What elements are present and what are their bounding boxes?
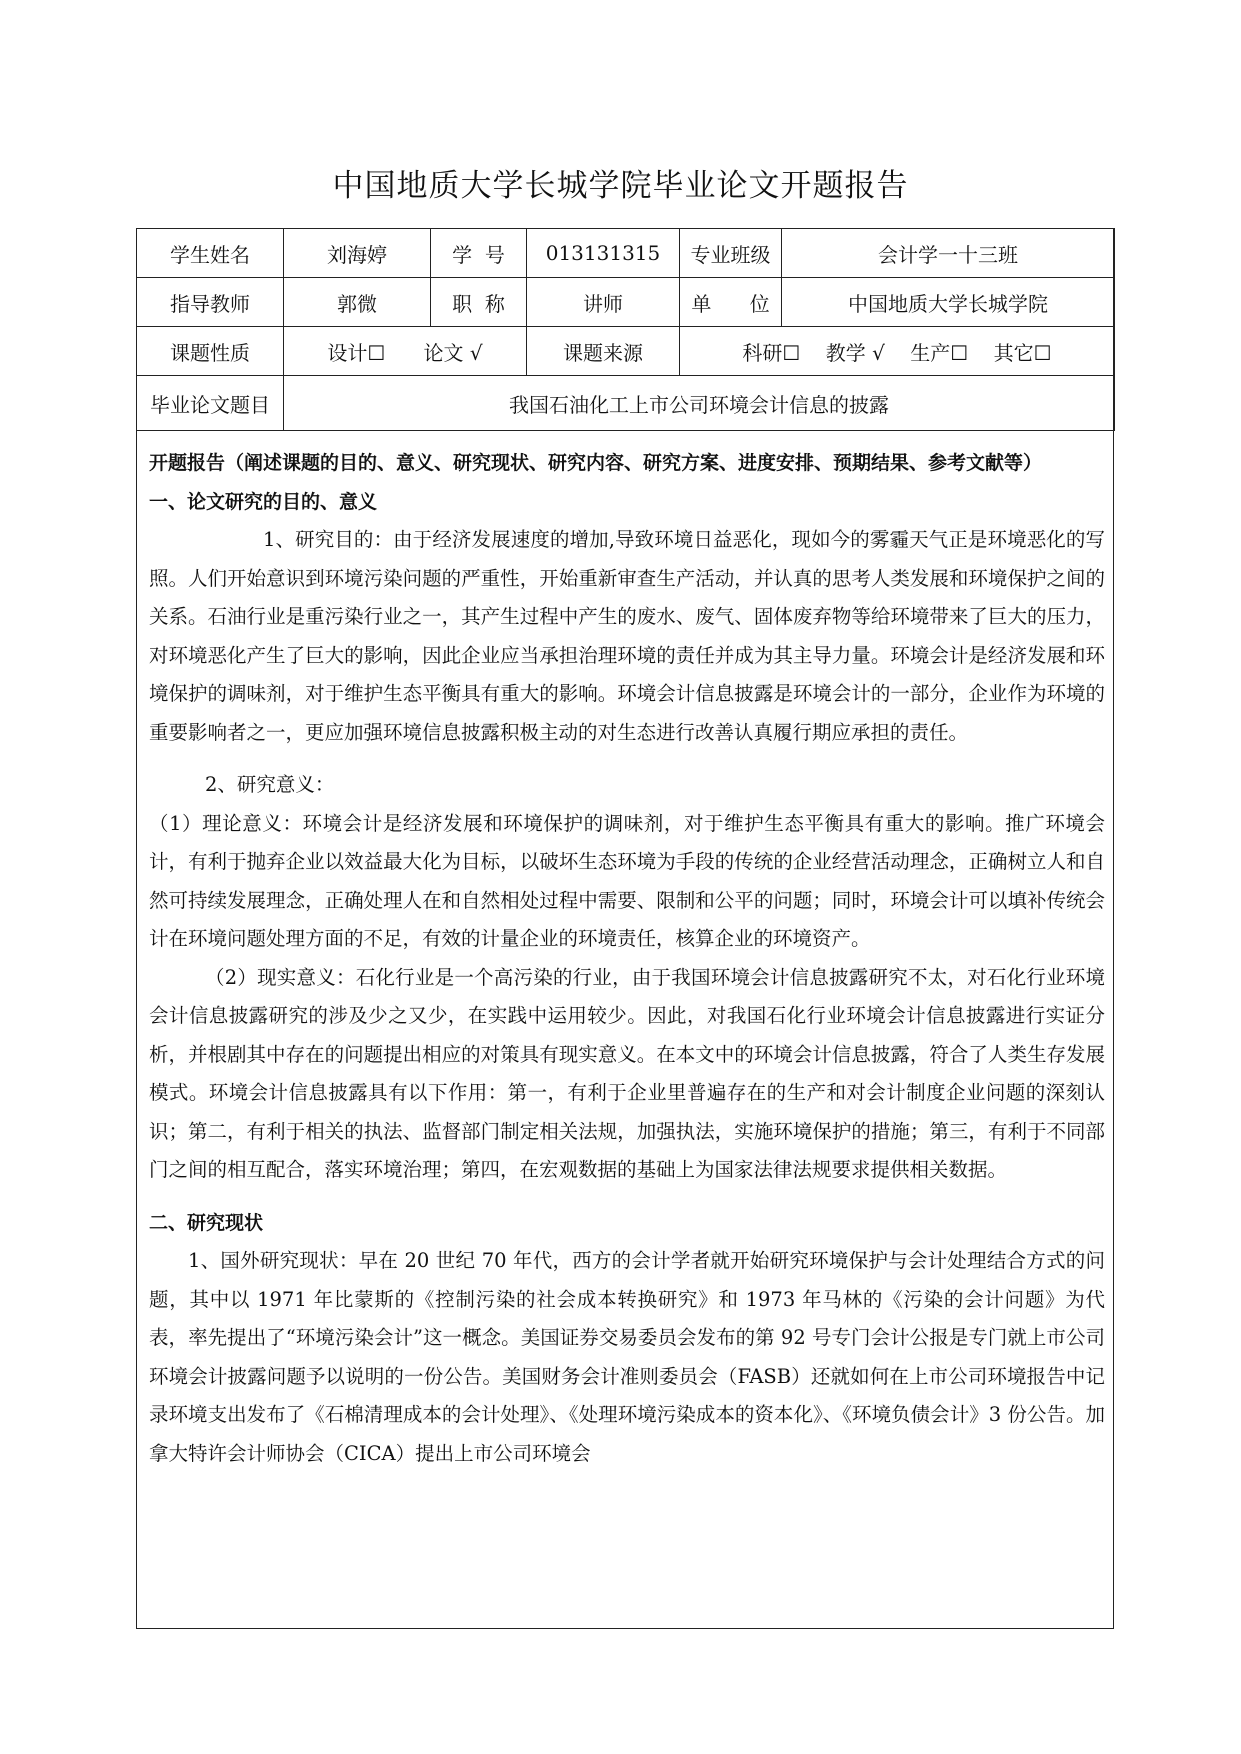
value-topic-source: 科研☐ 教学 √ 生产☐ 其它☐ bbox=[680, 327, 1115, 376]
value-student-name: 刘海婷 bbox=[284, 229, 431, 278]
document-title: 中国地质大学长城学院毕业论文开题报告 bbox=[332, 168, 909, 204]
value-thesis-topic: 我国石油化工上市公司环境会计信息的披露 bbox=[284, 376, 1115, 431]
report-heading: 开题报告（阐述课题的目的、意义、研究现状、研究内容、研究方案、进度安排、预期结果、参考文献等） bbox=[149, 452, 1043, 474]
value-unit: 中国地质大学长城学院 bbox=[782, 278, 1115, 327]
value-class: 会计学一十三班 bbox=[782, 229, 1115, 278]
paragraph: 2、研究意义： bbox=[205, 773, 335, 796]
label-class: 专业班级 bbox=[680, 229, 782, 278]
section-heading: 二、研究现状 bbox=[149, 1211, 264, 1234]
label-thesis-topic: 毕业论文题目 bbox=[137, 376, 284, 431]
section-heading: 一、论文研究的目的、意义 bbox=[149, 490, 378, 513]
table-row bbox=[137, 278, 1115, 327]
label-unit: 单 位 bbox=[680, 278, 782, 327]
value-student-id: 013131315 bbox=[527, 229, 680, 278]
label-student-name: 学生姓名 bbox=[137, 229, 284, 278]
table-row bbox=[137, 229, 1115, 278]
paragraph: 1、国外研究现状：早在 20 世纪 70 年代，西方的会计学者就开始研究环境保护与会计处理结合方式的问题，其中以 1971 年比蒙斯的《控制污染的社会成本转换研究》和 1973 年马林的《污染的会计问题》为代表，率先提出了“环境污染会计”这一概念。美国证券交易委员会发布的第 92 号专门会计公报是专门就上市公司环境会计披露问题予以说明的一份公告。美国财务会计准则委员会（FASB）还就如何在上市公司环境报告中记录环境支出发布了《石棉清理成本的会计处理》、《处理环境污染成本的资本化》、《环境负债会计》3 份公告。加拿大特许会计师协会（CICA）提出上市公司环境会 bbox=[149, 1249, 1105, 1465]
label-topic-source: 课题来源 bbox=[527, 327, 680, 376]
table-row bbox=[137, 376, 1115, 431]
label-topic-nature: 课题性质 bbox=[137, 327, 284, 376]
value-title: 讲师 bbox=[527, 278, 680, 327]
paragraph: 1、研究目的：由于经济发展速度的增加,导致环境日益恶化，现如今的雾霾天气正是环境恶化的写照。人们开始意识到环境污染问题的严重性，开始重新审查生产活动，并认真的思考人类发展和环境保护之间的关系。石油行业是重污染行业之一，其产生过程中产生的废水、废气、固体废弃物等给环境带来了巨大的压力，对环境恶化产生了巨大的影响，因此企业应当承担治理环境的责任并成为其主导力量。环境会计是经济发展和环境保护的调味剂，对于维护生态平衡具有重大的影响。环境会计信息披露是环境会计的一部分，企业作为环境的重要影响者之一，更应加强环境信息披露积极主动的对生态进行改善认真履行期应承担的责任。 bbox=[149, 528, 1105, 744]
paragraph: （1）理论意义：环境会计是经济发展和环境保护的调味剂，对于维护生态平衡具有重大的影响。推广环境会计，有利于抛弃企业以效益最大化为目标，以破坏生态环境为手段的传统的企业经营活动理念，正确树立人和自然可持续发展理念，正确处理人在和自然相处过程中需要、限制和公平的问题；同时，环境会计可以填补传统会计在环境问题处理方面的不足，有效的计量企业的环境责任，核算企业的环境资产。 bbox=[149, 811, 1105, 950]
paragraph: （2）现实意义：石化行业是一个高污染的行业，由于我国环境会计信息披露研究不太，对石化行业环境会计信息披露研究的涉及少之又少，在实践中运用较少。因此，对我国石化行业环境会计信息披露进行实证分析，并根剧其中存在的问题提出相应的对策具有现实意义。在本文中的环境会计信息披露，符合了人类生存发展模式。环境会计信息披露具有以下作用：第一，有利于企业里普遍存在的生产和对会计制度企业问题的深刻认识；第二，有利于相关的执法、监督部门制定相关法规，加强执法，实施环境保护的措施；第三，有利于不同部门之间的相互配合，落实环境治理；第四，在宏观数据的基础上为国家法律法规要求提供相关数据。 bbox=[149, 965, 1105, 1181]
report-body bbox=[149, 444, 1105, 1473]
value-topic-nature: 设计☐ 论文 √ bbox=[284, 327, 527, 376]
label-student-id: 学 号 bbox=[431, 229, 527, 278]
value-advisor: 郭微 bbox=[284, 278, 431, 327]
table-row bbox=[137, 327, 1115, 376]
label-advisor: 指导教师 bbox=[137, 278, 284, 327]
student-info-table bbox=[136, 228, 1115, 431]
label-title: 职 称 bbox=[431, 278, 527, 327]
